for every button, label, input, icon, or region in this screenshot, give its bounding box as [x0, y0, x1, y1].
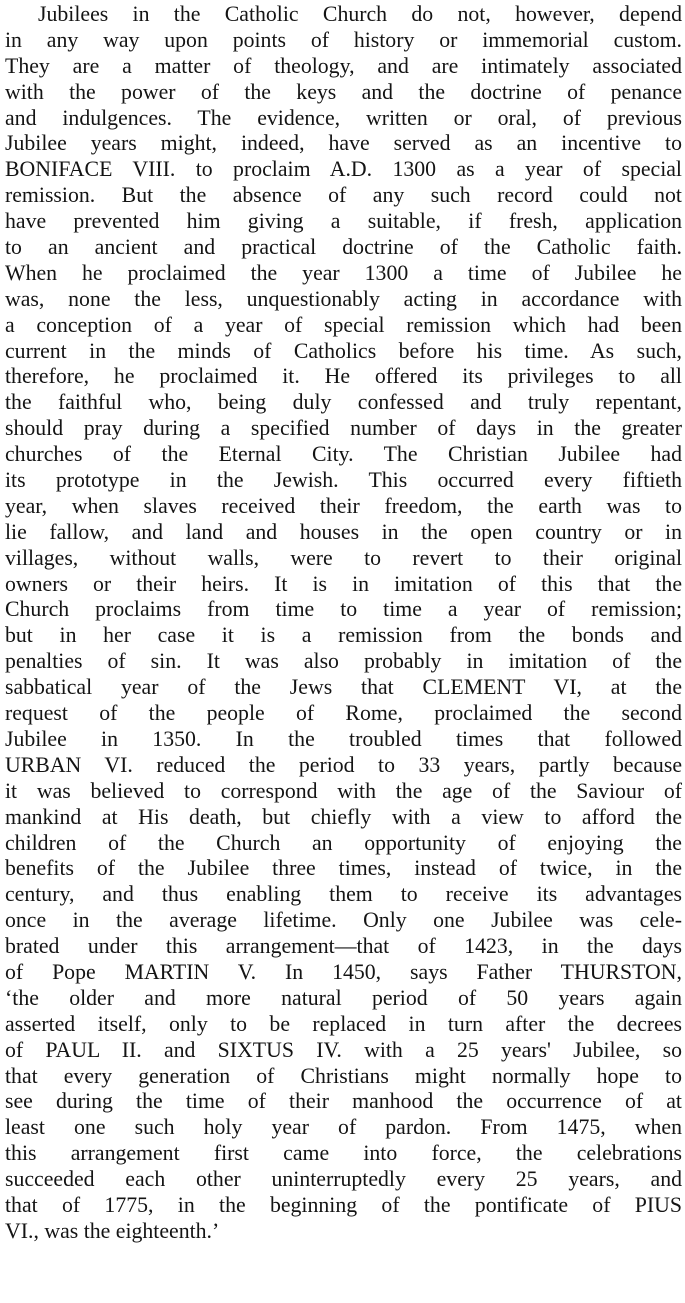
text-line: its prototype in the Jewish. This occurred every fiftieth	[5, 468, 682, 493]
text-line: have prevented him giving a suitable, if fresh, application	[5, 209, 682, 234]
text-line: sabbatical year of the Jews that CLEMENT VI, at the	[5, 675, 682, 700]
article-text	[0, 2, 685, 1245]
text-line: lie fallow, and land and houses in the open country or in	[5, 519, 682, 544]
text-line: succeeded each other uninterruptedly every 25 years, and	[5, 1167, 682, 1192]
text-line: once in the average lifetime. Only one Jubilee was cele-	[5, 908, 682, 933]
text-line: to an ancient and practical doctrine of the Catholic faith.	[5, 235, 682, 260]
text-line: least one such holy year of pardon. From 1475, when	[5, 1115, 682, 1140]
text-line: benefits of the Jubilee three times, instead of twice, in the	[5, 856, 682, 881]
text-line: Jubilee in 1350. In the troubled times that followed	[5, 726, 682, 751]
text-line: of PAUL II. and SIXTUS IV. with a 25 years' Jubilee, so	[5, 1037, 682, 1062]
text-line: owners or their heirs. It is in imitation of this that the	[5, 571, 682, 596]
text-line: children of the Church an opportunity of enjoying the	[5, 830, 682, 855]
text-line: and indulgences. The evidence, written or oral, of previous	[5, 105, 682, 130]
text-line: but in her case it is a remission from the bonds and	[5, 623, 682, 648]
text-line: see during the time of their manhood the occurrence of at	[5, 1089, 682, 1114]
text-line: in any way upon points of history or immemorial custom.	[5, 27, 682, 52]
text-line: When he proclaimed the year 1300 a time of Jubilee he	[5, 260, 682, 285]
text-line: penalties of sin. It was also probably in imitation of the	[5, 649, 682, 674]
text-line: remission. But the absence of any such record could not	[5, 183, 682, 208]
text-line: that every generation of Christians might normally hope to	[5, 1063, 682, 1088]
text-line: Church proclaims from time to time a year of remission;	[5, 597, 682, 622]
text-line: century, and thus enabling them to receive its advantages	[5, 882, 682, 907]
text-line: a conception of a year of special remission which had been	[5, 312, 682, 337]
text-line: URBAN VI. reduced the period to 33 years, partly because	[5, 752, 682, 777]
text-line: VI., was the eighteenth.’	[5, 1218, 220, 1243]
text-line: therefore, he proclaimed it. He offered its privileges to all	[5, 364, 682, 389]
text-line: of Pope MARTIN V. In 1450, says Father THURSTON,	[5, 959, 682, 984]
text-line: was, none the less, unquestionably acting in accordance with	[5, 286, 682, 311]
text-line: Jubilee years might, indeed, have served as an incentive to	[5, 131, 682, 156]
text-line: ‘the older and more natural period of 50 years again	[5, 985, 682, 1010]
text-line: BONIFACE VIII. to proclaim A.D. 1300 as a year of special	[5, 157, 682, 182]
text-line: this arrangement first came into force, the celebrations	[5, 1141, 682, 1166]
text-line: should pray during a specified number of days in the greater	[5, 416, 682, 441]
text-line: asserted itself, only to be replaced in turn after the decrees	[5, 1011, 682, 1036]
text-line: They are a matter of theology, and are intimately associated	[5, 53, 682, 78]
text-line: that of 1775, in the beginning of the pontificate of PIUS	[5, 1192, 682, 1217]
text-line: mankind at His death, but chiefly with a view to afford the	[5, 804, 682, 829]
text-line: Jubilees in the Catholic Church do not, however, depend	[38, 2, 682, 26]
text-line: year, when slaves received their freedom, the earth was to	[5, 493, 682, 518]
text-line: churches of the Eternal City. The Christian Jubilee had	[5, 442, 682, 467]
text-line: with the power of the keys and the doctrine of penance	[5, 79, 682, 104]
text-line: current in the minds of Catholics before his time. As such,	[5, 338, 682, 363]
text-line: villages, without walls, were to revert to their original	[5, 545, 682, 570]
text-line: it was believed to correspond with the age of the Saviour of	[5, 778, 682, 803]
text-line: the faithful who, being duly confessed and truly repentant,	[5, 390, 682, 415]
text-line: brated under this arrangement—that of 1423, in the days	[5, 934, 682, 959]
text-line: request of the people of Rome, proclaimed the second	[5, 701, 682, 726]
